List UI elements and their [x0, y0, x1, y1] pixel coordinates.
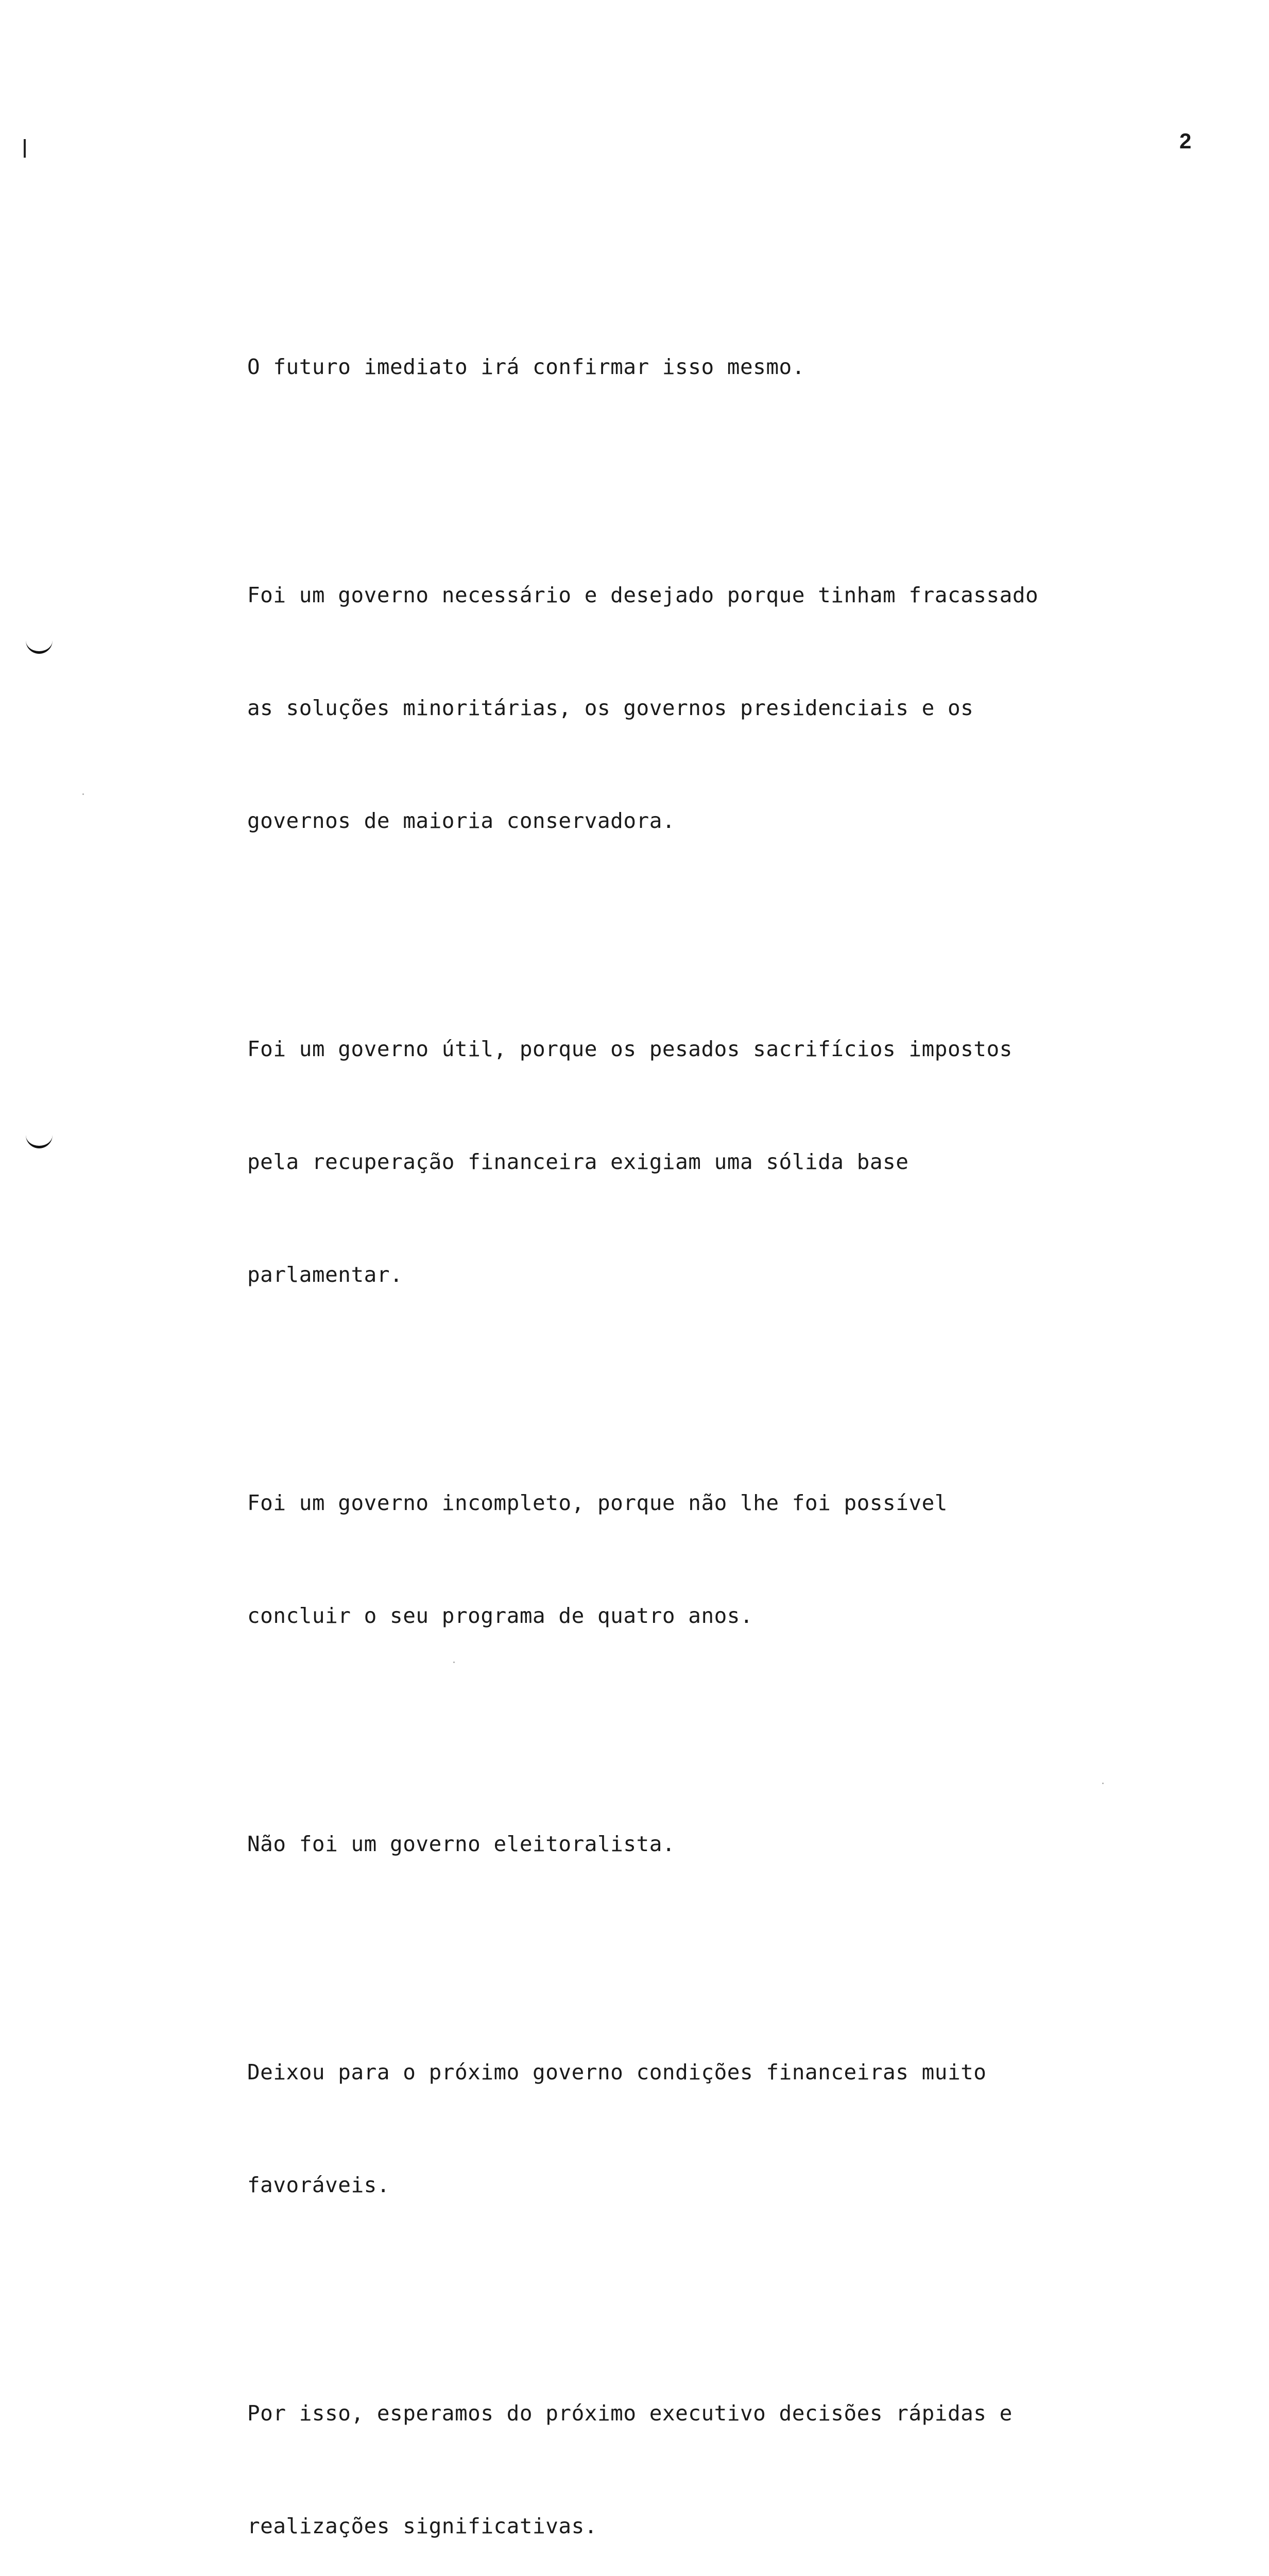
text-line: concluir o seu programa de quatro anos.	[247, 1603, 753, 1628]
page-number: 2	[1179, 129, 1192, 153]
text-line: parlamentar.	[247, 1262, 403, 1287]
paragraph	[247, 1978, 1226, 2279]
paragraph	[247, 2319, 1226, 2576]
paragraph	[247, 273, 1226, 461]
corner-scan-mark	[24, 139, 30, 158]
text-line: Não foi um governo eleitoralista.	[247, 1832, 676, 1856]
paragraph	[247, 1409, 1226, 1710]
text-line: Foi um governo útil, porque os pesados sacrifícios impostos	[247, 1037, 1013, 1061]
punch-hole-mark-top	[26, 634, 53, 654]
text-line: Foi um governo incompleto, porque não lhe foi possível	[247, 1490, 948, 1515]
paragraph	[247, 501, 1226, 915]
text-line: favoráveis.	[247, 2173, 390, 2197]
document-body	[247, 273, 1226, 2576]
text-line: Foi um governo necessário e desejado porque tinham fracassado	[247, 583, 1039, 607]
paragraph	[247, 1750, 1226, 1938]
text-line: O futuro imediato irá confirmar isso mesmo.	[247, 354, 805, 379]
paragraph	[247, 955, 1226, 1369]
punch-hole-mark-bottom	[26, 1128, 53, 1148]
text-line: realizações significativas.	[247, 2514, 597, 2538]
text-line: Deixou para o próximo governo condições financeiras muito	[247, 2060, 987, 2084]
text-line: Por isso, esperamos do próximo executivo decisões rápidas e	[247, 2401, 1013, 2426]
text-line: governos de maioria conservadora.	[247, 808, 676, 833]
scan-speck	[82, 793, 84, 795]
text-line: as soluções minoritárias, os governos presidenciais e os	[247, 696, 974, 720]
text-line: pela recuperação financeira exigiam uma sólida base	[247, 1149, 909, 1174]
